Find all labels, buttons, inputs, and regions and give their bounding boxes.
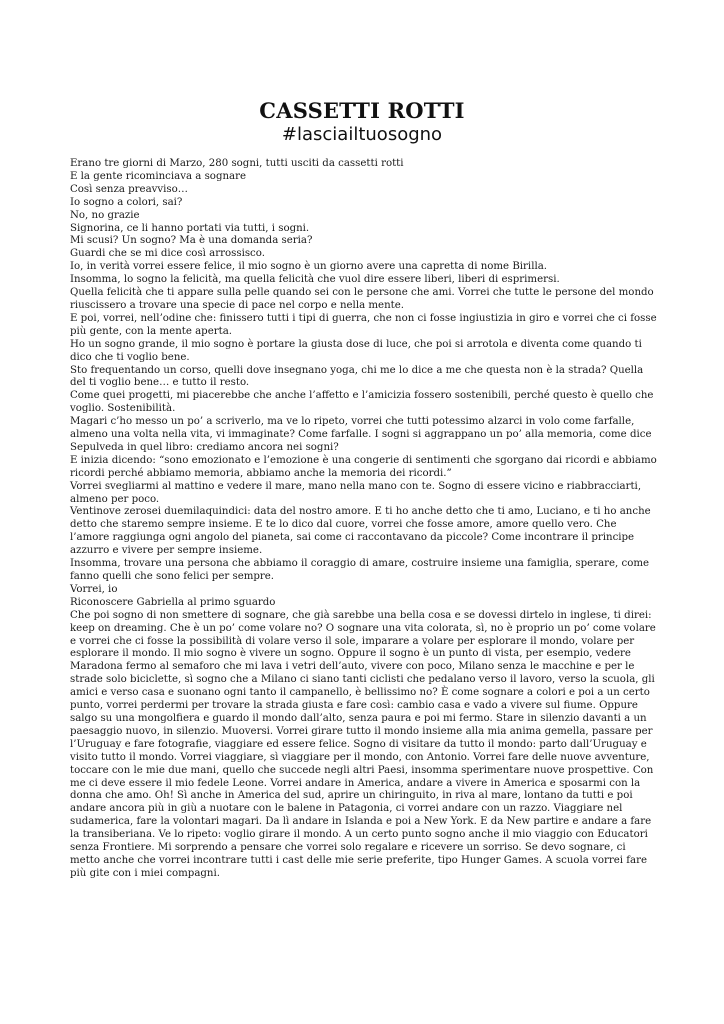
body-paragraph: Guardi che se mi dice così arrossisco. xyxy=(70,248,265,260)
body-paragraph: Così senza preavviso… xyxy=(70,183,188,195)
body-paragraph: Ventinove zerosei duemilaquindici: data del nostro amore. E ti ho anche detto che ti amo, Luciano, e ti ho anche detto che staremo sempre insieme. E te lo dico dal cuore, vorrei che fosse amore, amore quello vero. Che l’amore raggiunga ogni angolo del pianeta, sai come ci raccontavano da piccole? Come incontrare il principe azzurro e vivere per sempre insieme. xyxy=(70,506,651,557)
body-paragraph: No, no grazie xyxy=(70,209,140,221)
body-paragraph: Come quei progetti, mi piacerebbe che anche l’affetto e l’amicizia fossero sostenibili, perché questo è quello che voglio. Sostenibilità. xyxy=(70,390,654,415)
body-paragraph: E la gente ricominciava a sognare xyxy=(70,170,246,182)
body-paragraph: Io, in verità vorrei essere felice, il mio sogno è un giorno avere una capretta di nome Birilla. xyxy=(70,261,548,273)
body-paragraph: Riconoscere Gabriella al primo sguardo xyxy=(70,596,276,608)
body-paragraph: Signorina, ce li hanno portati via tutti, i sogni. xyxy=(70,222,310,234)
body-paragraph: E poi, vorrei, nell’odine che: finissero tutti i tipi di guerra, che non ci fosse ingiustizia in giro e vorrei che ci fosse più gente, con la mente aperta. xyxy=(70,312,657,337)
body-paragraph: Vorrei, io xyxy=(70,583,118,595)
body-paragraph: Insomma, trovare una persona che abbiamo il coraggio di amare, costruire insieme una famiglia, sperare, come fanno quelli che sono felici per sempre. xyxy=(70,558,650,582)
body-paragraph: Quella felicità che ti appare sulla pelle quando sei con le persone che ami. Vorrei che tutte le persone del mondo riuscissero a trovare una specie di pace nel corpo e nella mente. xyxy=(70,287,654,311)
body-paragraph: Vorrei svegliarmi al mattino e vedere il mare, mano nella mano con te. Sogno di essere vicino e riabbracciarti, almeno per poco. xyxy=(70,480,642,505)
document-subtitle: #lasciailtuosogno xyxy=(281,124,443,145)
document-body xyxy=(70,158,658,881)
document-title: CASSETTI ROTTI xyxy=(259,98,465,123)
body-paragraph: Erano tre giorni di Marzo, 280 sogni, tutti usciti da cassetti rotti xyxy=(70,158,404,169)
body-paragraph: Insomma, lo sogno la felicità, ma quella felicità che vuol dire essere liberi, liberi di esprimersi. xyxy=(70,274,560,286)
body-paragraph: E inizia dicendo: “sono emozionato e l’emozione è una congerie di sentimenti che sgorgano dai ricordi e abbiamo ricordi perché abbiamo memoria, abbiamo anche la memoria dei ricordi.” xyxy=(70,454,657,479)
body-paragraph: Ho un sogno grande, il mio sogno è portare la giusta dose di luce, che poi si arrotola e diventa come quando ti dico che ti voglio bene. xyxy=(70,338,642,363)
body-paragraph: Sto frequentando un corso, quelli dove insegnano yoga, chi me lo dice a me che questa non è la strada? Quella del ti voglio bene… e tutto il resto. xyxy=(70,364,644,389)
body-paragraph: Magari c’ho messo un po’ a scriverlo, ma ve lo ripeto, vorrei che tutti potessimo alzarci in volo come farfalle, almeno una volta nella vita, vi immaginate? Come farfalle. I sogni si aggrappano un po’ alla memoria, come dice Sepulveda in quel libro: crediamo ancora nei sogni? xyxy=(70,416,652,453)
body-paragraph: Io sogno a colori, sai? xyxy=(70,196,183,208)
body-paragraph: Mi scusi? Un sogno? Ma è una domanda seria? xyxy=(70,235,313,247)
body-paragraph: Che poi sogno di non smettere di sognare, che già sarebbe una bella cosa e se dovessi dirtelo in inglese, ti direi: keep on dreaming. Che è un po’ come volare no? O sognare una vita colorata, sì, no è proprio un po’ come volare e vorrei che ci fosse la possibilità di volare verso il sole, imparare a volare per esplorare il mondo, volare per esplorare il mondo. Il mio sogno è vivere un sogno. Oppure il sogno è un punto di vista, per esempio, vedere Maradona fermo al semaforo che mi lava i vetri dell’auto, vivere con poco, Milano senza le macchine e per le strade solo biciclette, sì sogno che a Milano ci siano tanti ciclisti che pedalano verso il lavoro, verso la scuola, gli amici e verso casa e suonano ogni tanto il campanello, è bellissimo no? È come sognare a colori e poi a un certo punto, vorrei perdermi per trovare la strada giusta e fare così: cambio casa e vado a vivere sul fiume. Oppure salgo su una mongolfiera e guardo il mondo dall’alto, senza paura e poi mi fermo. Stare in silenzio davanti a un paesaggio nuovo, in silenzio. Muoversi. Vorrei girare tutto il mondo insieme alla mia anima gemella, passare per l’Uruguay e fare fotografie, viaggiare ed essere felice. Sogno di visitare da tutto il mondo: parto dall’Uruguay e visito tutto il mondo. Vorrei viaggiare, sì viaggiare per il mondo, con Antonio. Vorrei fare delle nuove avventure, toccare con le mie due mani, quello che succede negli altri Paesi, insomma sperimentare nuove prospettive. Con me ci deve essere il mio fedele Leone. Vorrei andare in America, andare a vivere in America e sposarmi con la donna che amo. Oh! Sì anche in America del sud, aprire un chiringuito, in riva al mare, lontano da tutti e poi andare ancora più in giù a nuotare con le balene in Patagonia, ci vorrei andare con un razzo. Viaggiare nel sudamerica, fare la volontari magari. Da lì andare in Islanda e poi a New York. E da New partire e andare a fare la transiberiana. Ve lo ripeto: voglio girare il mondo. A un certo punto sogno anche il mio viaggio con Educatori senza Frontiere. Mi sorprendo a pensare che vorrei solo regalare e ricevere un sorriso. Se devo sognare, ci metto anche che vorrei incontrare tutti i cast delle mie serie preferite, tipo Hunger Games. A scuola vorrei fare più gite con i miei compagni. xyxy=(70,609,656,879)
